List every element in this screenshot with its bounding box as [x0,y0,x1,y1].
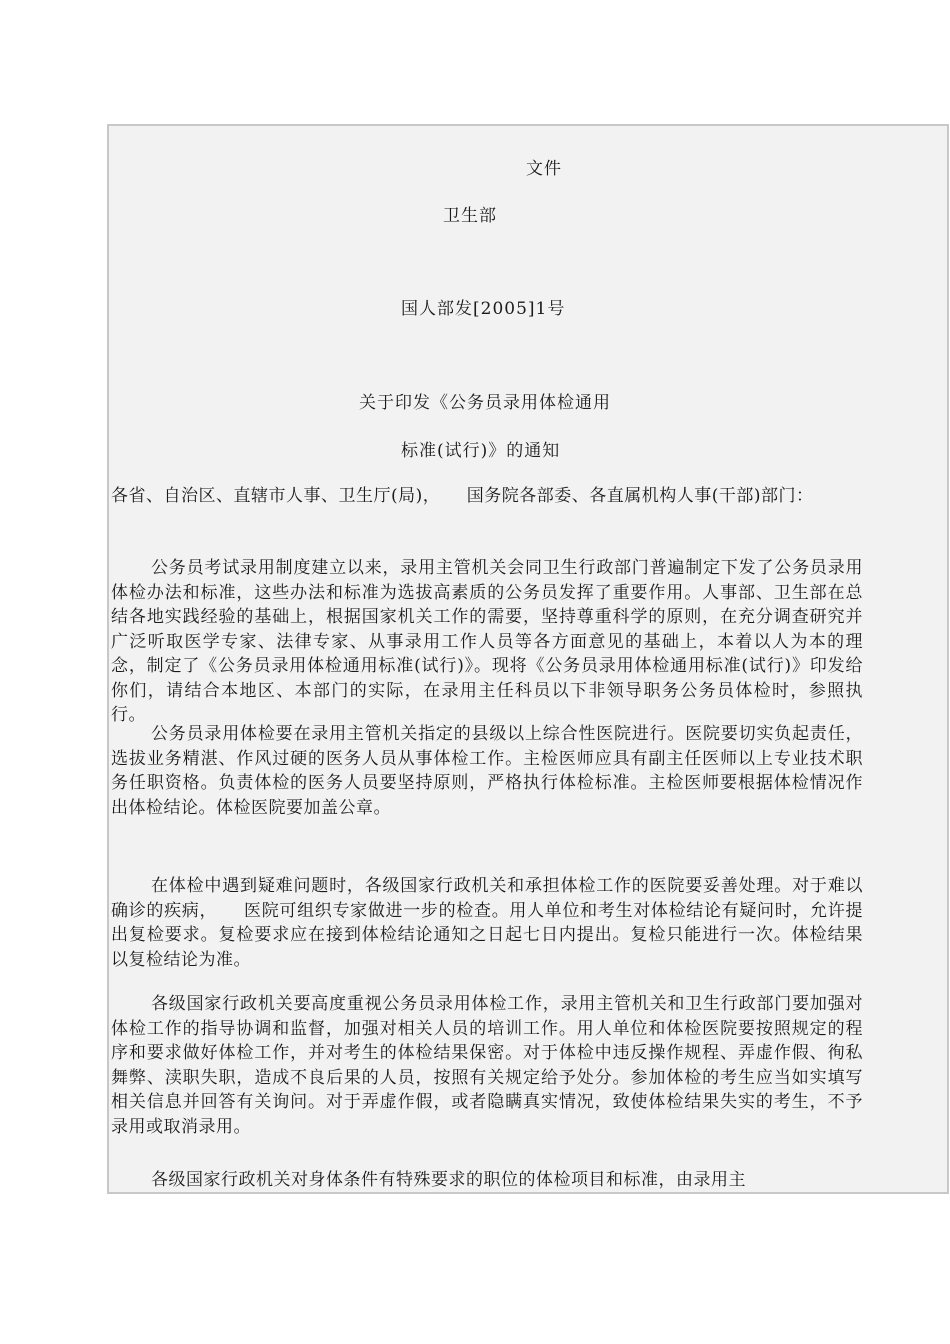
document-header: 文件 [526,159,562,179]
document-number: 国人部发[2005]1号 [401,299,566,319]
document-title-line-1: 关于印发《公务员录用体检通用 [359,393,611,413]
document-issuer: 卫生部 [443,206,497,226]
paragraph: 在体检中遇到疑难问题时，各级国家行政机关和承担体检工作的医院要妥善处理。对于难以确诊的疾病， 医院可组织专家做进一步的检查。用人单位和考生对体检结论有疑问时，允许提出复检要求。复检要求应在接到体检结论通知之日起七日内提出。复检只能进行一次。体检结果以复检结论为准。 [111,876,863,970]
document-frame [107,124,949,1194]
paragraph: 公务员录用体检要在录用主管机关指定的县级以上综合性医院进行。医院要切实负起责任，选拔业务精湛、作风过硬的医务人员从事体检工作。主检医师应具有副主任医师以上专业技术职务任职资格。负责体检的医务人员要坚持原则，严格执行体检标准。主检医师要根据体检情况作出体检结论。体检医院要加盖公章。 [111,724,863,818]
paragraph: 各级国家行政机关对身体条件有特殊要求的职位的体检项目和标准，由录用主 [151,1170,746,1190]
paragraph: 公务员考试录用制度建立以来，录用主管机关会同卫生行政部门普遍制定下发了公务员录用体检办法和标准，这些办法和标准为选拔高素质的公务员发挥了重要作用。人事部、卫生部在总结各地实践经验的基础上，根据国家机关工作的需要，坚持尊重科学的原则，在充分调查研究并广泛听取医学专家、法律专家、从事录用工作人员等各方面意见的基础上，本着以人为本的理念，制定了《公务员录用体检通用标准(试行)》。现将《公务员录用体检通用标准(试行)》印发给你们，请结合本地区、本部门的实际，在录用主任科员以下非领导职务公务员体检时，参照执行。 [111,558,863,725]
paragraph: 各级国家行政机关要高度重视公务员录用体检工作，录用主管机关和卫生行政部门要加强对体检工作的指导协调和监督，加强对相关人员的培训工作。用人单位和体检医院要按照规定的程序和要求做好体检工作，并对考生的体检结果保密。对于体检中违反操作规程、弄虚作假、徇私舞弊、渎职失职，造成不良后果的人员，按照有关规定给予处分。参加体检的考生应当如实填写相关信息并回答有关询问。对于弄虚作假，或者隐瞒真实情况，致使体检结果失实的考生，不予录用或取消录用。 [111,994,863,1137]
salutation: 各省、自治区、直辖市人事、卫生厅(局)， 国务院各部委、各直属机构人事(干部)部门： [111,486,814,506]
document-title-line-2: 标准(试行)》的通知 [401,441,561,461]
